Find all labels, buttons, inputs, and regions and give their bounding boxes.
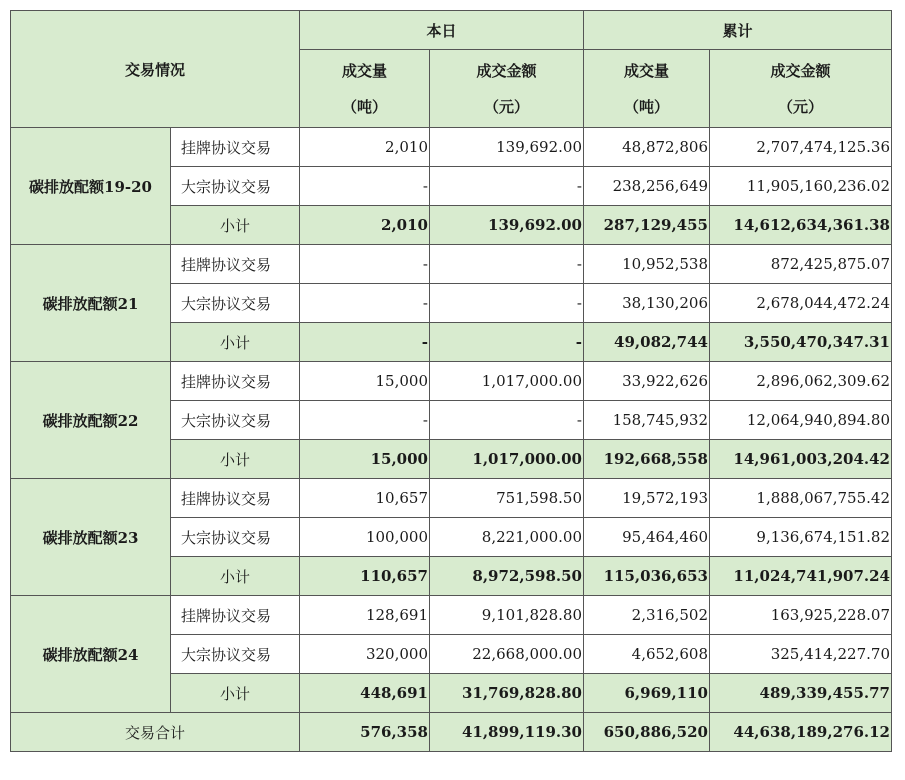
cell-today-volume: 15,000	[300, 440, 430, 479]
allowance-category: 碳排放配额19-20	[11, 128, 171, 245]
period-cumulative-header: 累计	[584, 11, 892, 50]
subtotal-label: 小计	[171, 557, 300, 596]
cum-volume-unit: （吨）	[623, 97, 669, 116]
total-label: 交易合计	[11, 713, 300, 752]
cell-today-amount: -	[430, 323, 584, 362]
today-amount-unit: （元）	[483, 97, 529, 116]
subtotal-label: 小计	[171, 323, 300, 362]
cell-today-volume: 448,691	[300, 674, 430, 713]
allowance-category: 碳排放配额23	[11, 479, 171, 596]
today-volume-label: 成交量	[341, 61, 387, 80]
cell-cum-amount: 1,888,067,755.42	[710, 479, 892, 518]
cell-cum-amount: 325,414,227.70	[710, 635, 892, 674]
cell-today-volume: 2,010	[300, 206, 430, 245]
cell-cum-volume: 48,872,806	[584, 128, 710, 167]
table-row	[11, 479, 892, 518]
cell-today-amount: 751,598.50	[430, 479, 584, 518]
cell-today-volume: 2,010	[300, 128, 430, 167]
cell-cum-amount: 2,707,474,125.36	[710, 128, 892, 167]
cell-today-amount: 139,692.00	[430, 206, 584, 245]
cell-cum-volume: 238,256,649	[584, 167, 710, 206]
total-cum-volume: 650,886,520	[584, 713, 710, 752]
trade-type-label: 挂牌协议交易	[171, 128, 300, 167]
trading-summary-wrapper	[10, 10, 892, 752]
cell-today-volume: -	[300, 323, 430, 362]
table-header	[11, 11, 892, 128]
trade-type-label: 大宗协议交易	[171, 284, 300, 323]
cell-today-amount: 22,668,000.00	[430, 635, 584, 674]
cell-cum-volume: 6,969,110	[584, 674, 710, 713]
allowance-category: 碳排放配额22	[11, 362, 171, 479]
cell-today-amount: 8,221,000.00	[430, 518, 584, 557]
today-volume-unit: （吨）	[341, 97, 387, 116]
trade-type-label: 挂牌协议交易	[171, 596, 300, 635]
cell-today-amount: -	[430, 245, 584, 284]
trade-type-label: 挂牌协议交易	[171, 479, 300, 518]
cell-today-volume: 320,000	[300, 635, 430, 674]
cell-today-volume: 10,657	[300, 479, 430, 518]
cell-cum-amount: 9,136,674,151.82	[710, 518, 892, 557]
table-row	[11, 245, 892, 284]
cell-today-amount: -	[430, 284, 584, 323]
cell-cum-amount: 2,678,044,472.24	[710, 284, 892, 323]
cell-today-volume: -	[300, 401, 430, 440]
cell-cum-volume: 38,130,206	[584, 284, 710, 323]
cell-cum-amount: 11,905,160,236.02	[710, 167, 892, 206]
table-footer	[11, 713, 892, 752]
table-row	[11, 128, 892, 167]
trade-type-label: 大宗协议交易	[171, 401, 300, 440]
cell-cum-volume: 192,668,558	[584, 440, 710, 479]
cell-today-volume: 100,000	[300, 518, 430, 557]
allowance-category: 碳排放配额24	[11, 596, 171, 713]
cell-cum-volume: 19,572,193	[584, 479, 710, 518]
cell-cum-amount: 11,024,741,907.24	[710, 557, 892, 596]
today-volume-header	[300, 50, 430, 128]
subtotal-label: 小计	[171, 206, 300, 245]
subtotal-label: 小计	[171, 674, 300, 713]
cum-volume-label: 成交量	[623, 61, 669, 80]
allowance-category: 碳排放配额21	[11, 245, 171, 362]
table-row	[11, 596, 892, 635]
cell-cum-volume: 33,922,626	[584, 362, 710, 401]
cum-amount-label: 成交金额	[770, 61, 831, 80]
cell-today-volume: 110,657	[300, 557, 430, 596]
cell-cum-amount: 872,425,875.07	[710, 245, 892, 284]
cum-amount-header	[710, 50, 892, 128]
cell-cum-volume: 95,464,460	[584, 518, 710, 557]
cell-cum-volume: 115,036,653	[584, 557, 710, 596]
total-row	[11, 713, 892, 752]
table-body	[11, 128, 892, 713]
cell-cum-volume: 4,652,608	[584, 635, 710, 674]
cell-cum-amount: 12,064,940,894.80	[710, 401, 892, 440]
cell-today-amount: 1,017,000.00	[430, 362, 584, 401]
cell-today-amount: 31,769,828.80	[430, 674, 584, 713]
cell-cum-amount: 14,612,634,361.38	[710, 206, 892, 245]
trade-type-label: 挂牌协议交易	[171, 362, 300, 401]
today-amount-label: 成交金额	[476, 61, 537, 80]
cell-cum-volume: 158,745,932	[584, 401, 710, 440]
cell-cum-amount: 489,339,455.77	[710, 674, 892, 713]
cell-today-amount: -	[430, 167, 584, 206]
total-today-volume: 576,358	[300, 713, 430, 752]
trade-type-label: 大宗协议交易	[171, 635, 300, 674]
cell-cum-amount: 163,925,228.07	[710, 596, 892, 635]
cell-cum-volume: 10,952,538	[584, 245, 710, 284]
row-header-label: 交易情况	[11, 11, 300, 128]
cell-today-volume: -	[300, 245, 430, 284]
subtotal-label: 小计	[171, 440, 300, 479]
trade-type-label: 挂牌协议交易	[171, 245, 300, 284]
cell-cum-volume: 287,129,455	[584, 206, 710, 245]
cum-volume-header	[584, 50, 710, 128]
today-amount-header	[430, 50, 584, 128]
total-cum-amount: 44,638,189,276.12	[710, 713, 892, 752]
cell-today-amount: 8,972,598.50	[430, 557, 584, 596]
cell-today-amount: 1,017,000.00	[430, 440, 584, 479]
cell-cum-amount: 14,961,003,204.42	[710, 440, 892, 479]
period-today-header: 本日	[300, 11, 584, 50]
cell-today-volume: 15,000	[300, 362, 430, 401]
cell-cum-volume: 2,316,502	[584, 596, 710, 635]
total-today-amount: 41,899,119.30	[430, 713, 584, 752]
cell-today-volume: 128,691	[300, 596, 430, 635]
cell-today-amount: 9,101,828.80	[430, 596, 584, 635]
cell-cum-amount: 3,550,470,347.31	[710, 323, 892, 362]
trade-type-label: 大宗协议交易	[171, 518, 300, 557]
cum-amount-unit: （元）	[777, 97, 823, 116]
table-row	[11, 362, 892, 401]
cell-cum-volume: 49,082,744	[584, 323, 710, 362]
cell-today-amount: 139,692.00	[430, 128, 584, 167]
cell-today-volume: -	[300, 167, 430, 206]
trading-summary-table	[10, 10, 892, 752]
trade-type-label: 大宗协议交易	[171, 167, 300, 206]
cell-today-volume: -	[300, 284, 430, 323]
cell-cum-amount: 2,896,062,309.62	[710, 362, 892, 401]
cell-today-amount: -	[430, 401, 584, 440]
